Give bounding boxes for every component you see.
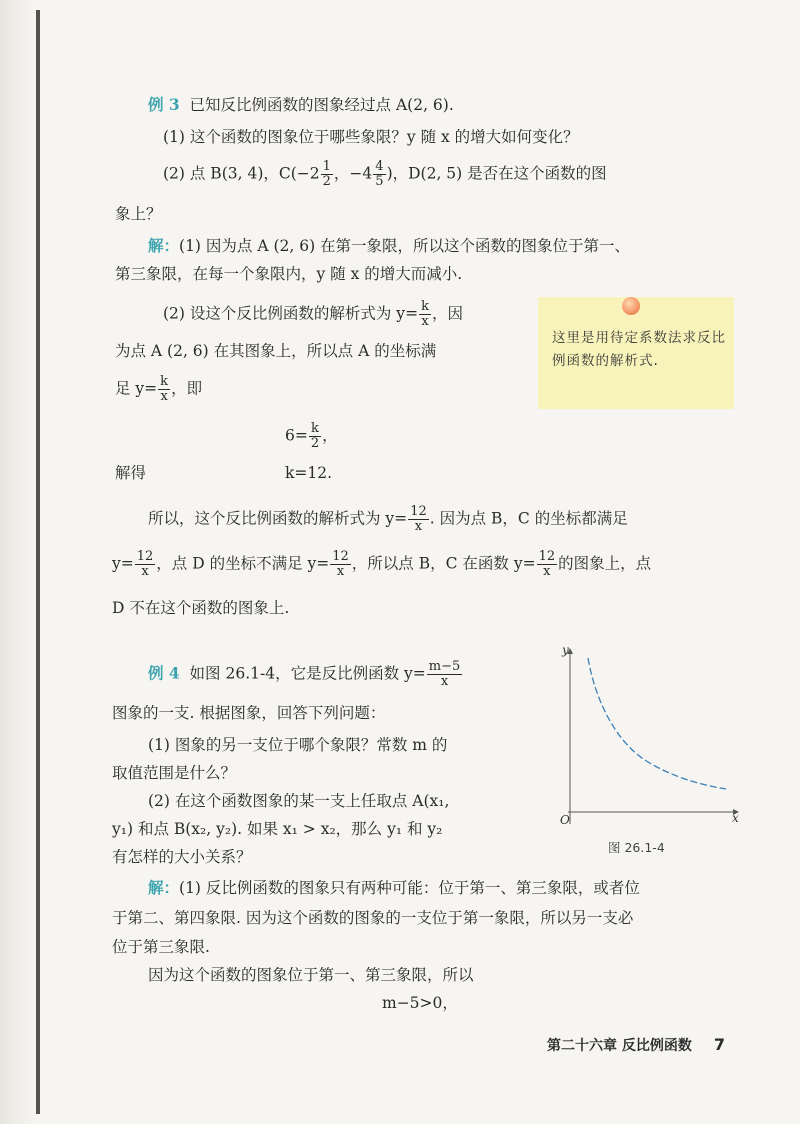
example4-label: 例 4 [148,663,180,683]
example4-question1: (1) 图象的另一支位于哪个象限？常数 m 的 [148,736,448,754]
note-pin-icon [622,297,640,315]
x-axis-label: x [732,811,739,825]
example3-solution1 [148,235,630,257]
conclusion-line2 [112,550,651,579]
example4-question2: (2) 在这个函数图象的某一支上任取点 A(x₁, [148,792,450,810]
example4-solution2: 因为这个函数的图象位于第一、第三象限，所以 [148,966,474,984]
frac-num: m−5 [428,659,461,674]
frac-num: 12 [332,549,349,564]
example4-question1-cont: 取值范围是什么？ [112,764,237,782]
frac-den: x [537,564,558,579]
page-number: 7 [713,1035,726,1054]
hyperbola-branch [588,658,726,789]
frac-num: 12 [410,504,427,519]
frac-four-fifths [373,160,385,189]
example3-solution1-cont: 第三象限，在每一个象限内，y 随 x 的增大而减小. [115,265,463,283]
eq1-lhs: 6= [285,426,308,445]
frac-m-minus-5-over-x [427,660,463,689]
hyperbola-figure [548,644,748,832]
page-spine-shadow [0,0,38,1124]
frac-den: x [408,519,429,534]
frac-num: k [421,299,429,314]
solution-label: 解： [148,878,180,897]
frac-num: k [311,421,319,436]
concl-c2: ，点 D 的坐标不满足 y= [156,554,330,573]
concl-text-a: 所以，这个反比例函数的解析式为 y= [148,509,408,528]
frac-den: x [158,389,170,404]
sol2-text-d1: 足 y= [115,379,158,398]
figure-caption: 图 26.1-4 [608,840,665,855]
example4-question2-line3: 有怎样的大小关系？ [112,848,252,866]
frac-num: 1 [322,159,331,174]
solve-equation: k=12. [285,464,333,482]
frac-12-over-x [135,550,156,579]
frac-12-over-x [537,550,558,579]
q2-text-a: (2) 点 B(3, 4)，C(−2 [163,164,320,183]
example4-solution1-line3: 位于第三象限. [112,938,210,956]
example4-stem-line [148,660,463,689]
sol2-text-b: ，因 [431,304,463,323]
frac-k-over-2 [309,422,321,451]
frac-den: x [330,564,351,579]
frac-den: x [419,314,431,329]
concl-c4: 的图象上，点 [558,554,652,573]
example3-solution2-line1 [163,300,463,329]
solution1-text: (1) 因为点 A (2, 6) 在第一象限，所以这个函数的图象位于第一、 [179,237,631,255]
frac-12-over-x [408,505,429,534]
example3-stem: 已知反比例函数的图象经过点 A(2, 6). [189,96,454,114]
conclusion-line1 [148,505,628,534]
solution-label: 解： [148,236,180,255]
q2-text-mid: ，−4 [333,164,373,183]
frac-den: x [135,564,156,579]
example3-question2 [163,160,607,189]
example4-stem-cont: 图象的一支. 根据图象，回答下列问题： [112,704,386,722]
frac-one-half [321,160,333,189]
y-axis-label: y [562,644,569,657]
margin-note [538,297,734,409]
concl-c1: y= [112,554,134,573]
example4-question2-line2: y₁) 和点 B(x₂, y₂). 如果 x₁ > x₂，那么 y₁ 和 y₂ [112,820,443,838]
example4-solution1-line2: 于第二、第四象限. 因为这个函数的图象的一支位于第一象限，所以另一支必 [112,909,634,927]
concl-c3: ，所以点 B，C 在函数 y= [351,554,536,573]
example3-stem-line [148,94,454,116]
frac-num: 12 [538,549,556,564]
page-footer [547,1035,725,1055]
example3-question2-cont: 象上？ [115,205,162,223]
chapter-title: 第二十六章 反比例函数 [547,1038,692,1054]
frac-den: 5 [375,174,384,189]
example3-question1: (1) 这个函数的图象位于哪些象限？y 随 x 的增大如何变化？ [163,128,579,146]
example3-solution2-line2: 为点 A (2, 6) 在其图象上，所以点 A 的坐标满 [115,342,437,360]
concl-text-b: . 因为点 B，C 的坐标都满足 [429,509,628,528]
frac-num: 12 [136,549,154,564]
note-text: 这里是用待定系数法求反比例函数的解析式. [552,330,726,369]
solve-label: 解得 [115,464,147,482]
sol2-text-a: (2) 设这个反比例函数的解析式为 y= [163,304,419,323]
example4-solution1 [148,877,640,899]
frac-den: 2 [322,174,331,189]
frac-num: k [160,374,169,389]
q2-text-b: )，D(2, 5) 是否在这个函数的图 [386,164,607,183]
frac-12-over-x [330,550,351,579]
frac-k-over-x [419,300,431,329]
example3-label: 例 3 [148,95,180,114]
origin-label: O [560,813,570,827]
conclusion-line3: D 不在这个函数的图象上. [112,599,290,617]
frac-num: 4 [375,159,384,174]
eq1-end: ， [322,426,338,445]
page-spine-line [36,10,40,1114]
frac-den: x [427,674,463,689]
example4-stem: 如图 26.1-4，它是反比例函数 y= [189,664,426,683]
sol2-text-d2: ，即 [171,379,203,398]
inequality-m-minus-5: m−5>0， [382,994,458,1012]
example3-solution2-line3 [115,375,202,404]
frac-den: 2 [310,436,320,451]
frac-k-over-x-2 [158,375,170,404]
ex4-solution1-text: (1) 反比例函数的图象只有两种可能：位于第一、第三象限，或者位 [179,879,640,897]
equation-6-equals-k-over-2 [285,422,338,451]
